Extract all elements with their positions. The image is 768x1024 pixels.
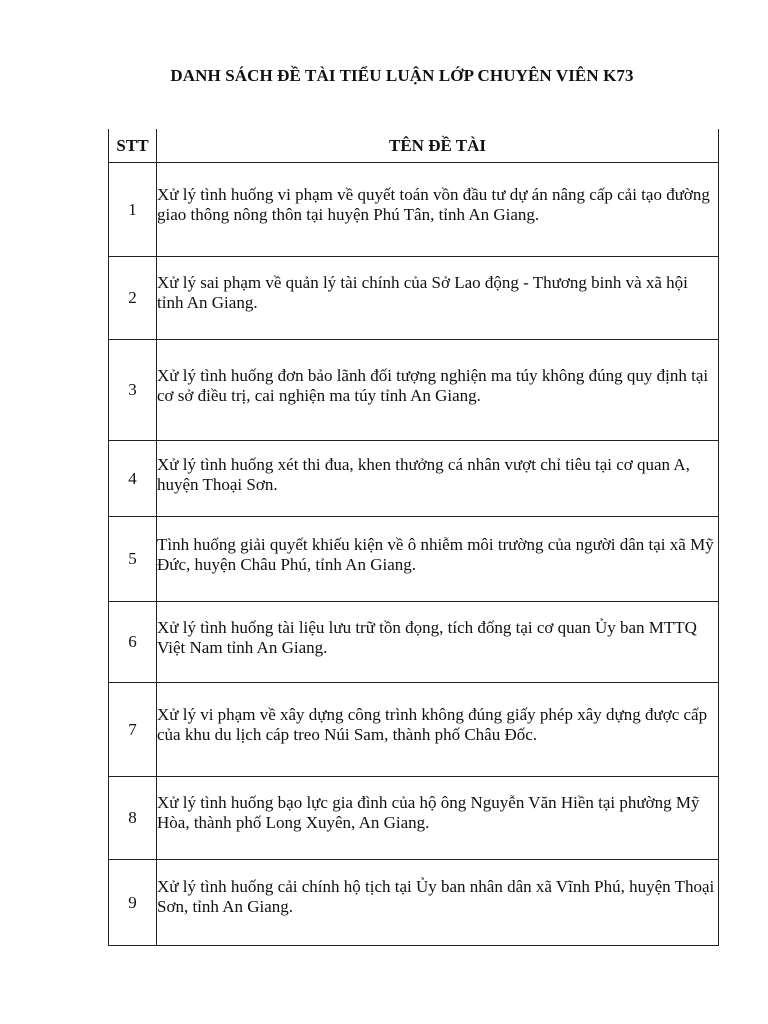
topic-name: Xử lý tình huống tài liệu lưu trữ tồn đọng, tích đống tại cơ quan Ủy ban MTTQ Việt Nam tỉnh An Giang. — [157, 602, 719, 683]
table-row — [109, 517, 719, 602]
header-stt: STT — [109, 129, 157, 163]
row-number: 7 — [109, 683, 157, 777]
row-number: 6 — [109, 602, 157, 683]
header-topic-name: TÊN ĐỀ TÀI — [157, 129, 719, 163]
table-row — [109, 777, 719, 860]
row-number: 2 — [109, 257, 157, 340]
topic-name: Xử lý tình huống bạo lực gia đình của hộ ông Nguyễn Văn Hiền tại phường Mỹ Hòa, thành phố Long Xuyên, An Giang. — [157, 777, 719, 860]
table-row — [109, 163, 719, 257]
topic-name: Xử lý tình huống xét thi đua, khen thưởng cá nhân vượt chỉ tiêu tại cơ quan A, huyện Thoại Sơn. — [157, 441, 719, 517]
row-number: 1 — [109, 163, 157, 257]
topic-name: Xử lý sai phạm về quản lý tài chính của Sở Lao động - Thương binh và xã hội tỉnh An Giang. — [157, 257, 719, 340]
topic-name: Xử lý tình huống đơn bảo lãnh đối tượng nghiện ma túy không đúng quy định tại cơ sở điều trị, cai nghiện ma túy tỉnh An Giang. — [157, 340, 719, 441]
table-row — [109, 683, 719, 777]
table-row — [109, 340, 719, 441]
row-number: 5 — [109, 517, 157, 602]
topics-table — [108, 129, 719, 946]
row-number: 8 — [109, 777, 157, 860]
topic-name: Xử lý tình huống cải chính hộ tịch tại Ủy ban nhân dân xã Vĩnh Phú, huyện Thoại Sơn, tỉnh An Giang. — [157, 860, 719, 946]
row-number: 9 — [109, 860, 157, 946]
topic-name: Tình huống giải quyết khiếu kiện về ô nhiễm môi trường của người dân tại xã Mỹ Đức, huyện Châu Phú, tỉnh An Giang. — [157, 517, 719, 602]
table-row — [109, 602, 719, 683]
row-number: 3 — [109, 340, 157, 441]
row-number: 4 — [109, 441, 157, 517]
table-header-row — [109, 129, 719, 163]
table-row — [109, 257, 719, 340]
document-title: DANH SÁCH ĐỀ TÀI TIỂU LUẬN LỚP CHUYÊN VIÊN K73 — [170, 66, 634, 85]
table-row — [109, 860, 719, 946]
topic-name: Xử lý tình huống vi phạm về quyết toán vồn đầu tư dự án nâng cấp cải tạo đường giao thông nông thôn tại huyện Phú Tân, tỉnh An Giang. — [157, 163, 719, 257]
table-row — [109, 441, 719, 517]
topic-name: Xử lý vi phạm về xây dựng công trình không đúng giấy phép xây dựng được cấp của khu du lịch cáp treo Núi Sam, thành phố Châu Đốc. — [157, 683, 719, 777]
